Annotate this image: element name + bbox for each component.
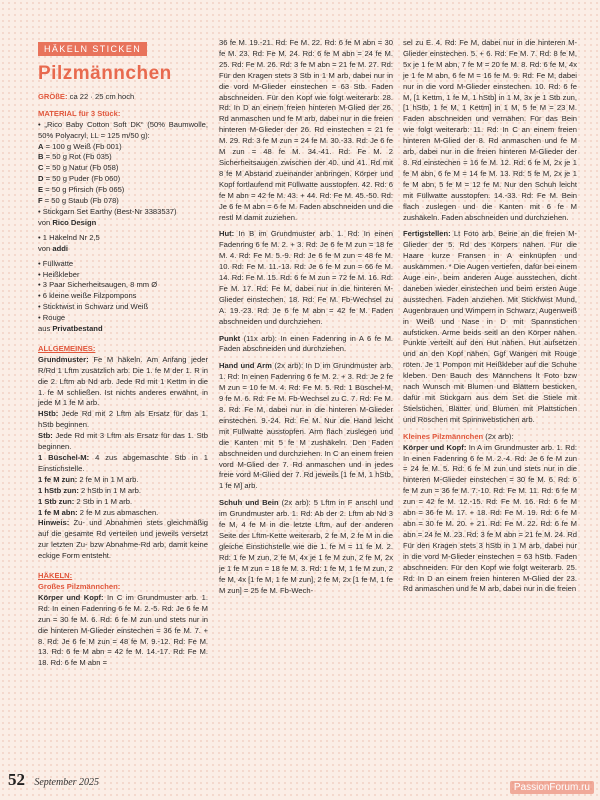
extras-list [38,259,208,324]
hook-line: • 1 Häkelnd Nr 2,5 [38,232,100,242]
yarn-intro: • „Rico Baby Cotton Soft DK“ (50% Baumwolle, 50% Polyacryl, LL = 125 m/50 g): [38,119,208,140]
paragraph: Körper und Kopf: In A im Grundmuster arb. 1. Rd: In einen Fadenring 6 fe M. 2.-4. Rd: Je 6 fe M zun = 24 fe M. 5. Rd: 6 fe M zun und stets nur in die hinteren M-Glieder einstechen = 30 fe M. 6. Rd: 6 fe M zun = 36 fe M. 7.-10. Rd: Fe M. 11. Rd: 6 fe M zun = 42 fe M. 12.-15. Rd: Fe M. 16. Rd: 6 fe M abn = 36 fe M. 17. + 18. Rd: Fe M. 19. Rd: 6 fe M abn = 30 fe M. 20. + 21. Rd: Fe M. 22. Rd: 6 fe M abn = 24 fe M. 23. Rd: 3 fe M abn = 21 fe M. 24. Rd Für den Kragen stets 3 hStb in 1 M arb, dabei nur in die vord M-Glieder einstechen = 63 hStb. Faden abschneiden. Für den Kopf wie folgt weiterarb. 25. Rd: In D an einem freien hinteren M-Glied der 23. Rd anmaschen und fe M arb, dabei nur in die freien [403,442,577,594]
abbrev-line: 1 fe M zun: 2 fe M in 1 M arb. [38,474,139,484]
crochet-subheading: Großes Pilzmännchen: [38,581,121,591]
crochet-heading: HÄKELN: [38,571,73,581]
yarn-item: F = 50 g Staub (Fb 078) [38,196,119,206]
yarn-item: A = 100 g Weiß (Fb 001) [38,141,122,151]
list-item: • Sticktwist in Schwarz und Weiß [38,302,149,312]
paragraph: Fertigstellen: Lt Foto arb. Beine an die freien M-Glieder der 5. Rd des Körpers nähen. Für die Haare kurze Fransen in A einknüpfen und auskämmen. * Die Augen vertiefen, dafür bei einem Auge ein-, beim anderen Auge ausstechen, dicht daneben wieder einstechen und beim ersten Auge ausstechen. Faden anziehen. Mit Stickfwist Mund, Augenbrauen und Wimpern in Schwarz, Augenweiß in Weiß und Nase in D mit Spannstichen aufsticken. Arme beids seitl an den Körper nähen. Punkte verteilt auf den Hut nähen. Hut aufsetzen und an den Kopf nähen. Ggf Wangen mit Rouge röten. Je 1 Pompon mit Heißkleber auf die Schuhe kleben. Den Bauch des Männchens lt Foto bzw nach Wunsch mit Blumen und Blättern besticken, dafür mit Stickgarn aus dem Set die Stiele mit Stielstichen, Blätter und Blumen mit Plattstichen und Röschen mit Spinnwebstichen arb. [403,229,577,424]
material-heading: MATERIAL für 3 Stück: [38,108,121,118]
paragraph: Grundmuster: Fe M häkeln. Am Anfang jeder R/Rd 1 Lftm zusätzlich arb. Die 1. fe M der 1. R in die 2. Lftm ab Nd arb. Jede Rd mit 1 Kettm in die 1. fe M schließen. Ist nichts anderes erwähnt, in jede M 1 fe M arb. [38,354,208,408]
size-line: GRÖßE: ca 22 · 25 cm hoch [38,91,135,101]
yarn-item: E = 50 g Pfirsich (Fb 065) [38,185,125,195]
yarn-item: B = 50 g Rot (Fb 035) [38,152,112,162]
list-item: • 6 kleine weiße Filzpompons [38,291,137,301]
page-number: 52 [8,770,25,789]
yarn-item: C = 50 g Natur (Fb 058) [38,163,119,173]
yarn-item: D = 50 g Puder (Fb 060) [38,174,121,184]
supplier-rico: von Rico Design [38,217,97,227]
category-kicker: HÄKELN STICKEN [38,42,147,56]
paragraph: Schuh und Bein (2x arb): 5 Lftm in F anschl und im Grundmuster arb. 1. Rd: Ab der 2. Lftm ab Nd 3 fe M, 4 fe M in die letzte Lftm, auf der anderen Seite der Lftm-Kette weiterarb, 2 fe M, 2 fe M in die gleiche Einstichstelle wie die 1. fe M = 11 fe M. 2. Rd: 1 fe M zun, 2 fe M, 4x je 1 fe M zun, 2 fe M, 2x je 1 fe M zun = 18 fe M. 3. Rd: 1 fe M, 1 fe M zun, 2 fe M, 4x [1 fe M, 1 fe M zun], 2 fe M, 2x [1 fe M, 1 fe M zun] = 25 fe M. Fb-Wech- [219,498,394,595]
abbrev-line: 1 hStb zun: 2 hStb in 1 M arb. [38,485,141,495]
paragraph: 1 Büschel-M: 4 zus abgemaschte Stb in 1 Einstichstelle. [38,453,208,473]
paragraph: sel zu E. 4. Rd: Fe M, dabei nur in die hinteren M-Glieder einstechen. 5. + 6. Rd: Fe M. 7. Rd: 8 fe M, 5x je 1 fe M abn, 7 fe M = 20 fe M. 8. Rd: 6 fe M, 4x je 1 fe M abn, 6 fe M = 16 fe M. 9. Rd: Fe M, dabei nur in die vord M-Glieder einstechen. 10. Rd: 6 fe M, [1 Kettm, 1 fe M, 1 hStb] in 1 M, 3x je 1 Stb zun, [1 hStb, 1 fe M, 1 Kettm] in 1 M, 5 fe M = 23 M. Faden abschneiden und vernähen. Für das Bein wie folgt weiterarb: 11. Rd: In C an einem freien hinteren M-Glied der 8. Rd anmaschen und fe M arb, dabei nur in die freien hinteren M-Glieder der 8. Rd einstechen = 16 fe M. 12. Rd: 6 fe M, 2x je 1 fe M abn, 6 fe M = 14 fe M. 13. Rd: 5 fe M, 2x je 1 fe M abn, 5 fe M = 12 fe M. Nur den Schuh leicht mit Füllwatte ausstopfen. 14.-33. Rd: Fe M. Bein flach zuslegen und die Kanten mit 6 fe M zushäkeln. Faden abschneiden und durchziehen. [403,38,577,222]
list-item: • Rouge [38,313,66,323]
paragraph: HStb: Jede Rd mit 2 Lftm als Ersatz für das 1. hStb beginnen. [38,409,208,430]
paragraph: Hut: In B im Grundmuster arb. 1. Rd: In einen Fadenring 6 fe M. 2. + 3. Rd: Je 6 fe M zun = 18 fe M. 4. Rd: Fe M. 5.-9. Rd: Je 6 fe M zun = 48 fe M. 10. Rd: Fe M. 11.-13. Rd: Je 6 fe M zun = 66 fe M. 14. Rd: Fe M. 15. Rd: 6 fe M zun = 72 fe M. 16. Rd: Fe M. 17. Rd: Fe M, dabei nur in die hinteren M-Glieder einstechen. 18. Rd: Fe M. Fb-Wechsel zu A. 19.-23. Rd: Je 6 fe M abn = 42 fe M. Faden abschneiden und durchziehen. [219,229,393,326]
supplier-addi: von addi [38,243,68,253]
column-middle [219,38,393,602]
paragraph: Hand und Arm (2x arb): In D im Grundmuster arb. 1. Rd: In einen Fadenring 6 fe M. 2. + 3. Rd: Je 2 fe M zun = 10 fe M. 4. Rd: Fe M. 5. Rd: 1 Büschel-M, 9 fe M. 6. Rd: Fe M. Fb-Wechsel zu C. 7. Rd: Fe M. 8. Rd: Fe M, dabei nur in die hinteren M-Glieder einstechen. 9.-24. Rd: Fe M. Nur die Hand leicht mit Füllwatte ausstopfen. Arm flach zuslegen und die Kanten mit 5 fe M zushäkeln. Den Faden abschneiden und durchziehen. In C an einem freien vord M-Glied der 7. Rd anmaschen und in jedes freie vord M-Glied der 7. Rd jeweils [1 fe M, 1 hStb, 1 fe M] arb. [219,361,393,491]
list-item: • Füllwatte [38,258,74,268]
column-left [38,42,208,675]
abbrev-line: 1 Stb zun: 2 Stb in 1 M arb. [38,496,133,506]
paragraph: 36 fe M. 19.-21. Rd: Fe M. 22. Rd: 6 fe M abn = 30 fe M. 23. Rd: Fe M. 24. Rd: 6 fe M abn = 24 fe M. 25. Rd: Fe M. 26. Rd: 3 fe M abn = 21 fe M. 27. Rd: Für den Kragen stets 3 Stb in 1 M arb, dabei nur in die vord M-Glieder einstechen = 63 Stb. Faden abschneiden. Für den Kopf wie folgt weiterarb: 28. Rd: In D an einem freien hinteren M-Glied der 26. Rd anmaschen und fe M arb, dabei nur in die freien hinteren M-Glieder der 26. Rd einstechen = 21 fe M. 29. Rd: 3 fe M zun = 24 fe M. 30.-33. Rd: Je 6 fe M zun = 48 fe M. 34.-41. Rd: Fe M. 2 Sicherheitsaugen zwischen der 40. und 41. Rd mit 8 fe M Abstand zueinander anbringen. Körper und Kopf fortlaufend mit Füllwatte ausstopfen. 42. Rd: 6 fe M abn = 42 fe M. 43. + 44. Rd: Fe M. 45.-50. Rd: Je 6 fe M abn = 6 fe M. Faden abschneiden und die restl M damit zuziehen. [219,38,393,222]
paragraph: Körper und Kopf: In C im Grundmuster arb. 1. Rd: In einen Fadenring 6 fe M. 2.-5. Rd: Je 6 fe M zun = 30 fe M. 6. Rd: 6 fe M zun und stets nur in die hinteren M-Glieder einstechen = 36 fe M. 7. + 8. Rd: Je 6 fe M zun = 48 fe M. 9.-12. Rd: Fe M. 13. Rd: 6 fe M abn = 42 fe M. 14.-17. Rd: Fe M. 18. Rd: 6 fe M abn = [38,592,208,668]
stickgarn-line: • Stickgarn Set Earthy (Best-Nr 3383537) [38,206,177,216]
abbrev-line: 1 fe M abn: 2 fe M zus abmaschen. [38,507,159,517]
list-item: • Heißkleber [38,269,80,279]
list-item: • 3 Paar Sicherheitsaugen, 8 mm Ø [38,280,158,290]
column-right [403,38,577,601]
page-title: Pilzmännchen [38,62,172,84]
page-footer [8,770,99,790]
general-heading: ALLGEMEINES: [38,343,96,353]
issue-date: September 2025 [34,777,100,788]
paragraph: Punkt (11x arb): In einen Fadenring in A 6 fe M. Faden abschneiden und durchziehen. [219,333,393,354]
paragraph: Hinweis: Zu- und Abnahmen stets gleichmäßig auf die gesamte Rd verteilen und jeweils versetzt zur letzten Zu- bzw Abnahme-Rd arb, damit keine eckige Form entsteht. [38,518,208,561]
small-mushroom-heading: Kleines Pilzmännchen (2x arb): [403,431,514,441]
watermark: PassionForum.ru [510,781,594,794]
paragraph: Stb: Jede Rd mit 3 Lftm als Ersatz für das 1. Stb beginnen. [38,431,208,452]
yarn-list [38,142,208,207]
supplier-privat: aus Privatbestand [38,324,103,334]
